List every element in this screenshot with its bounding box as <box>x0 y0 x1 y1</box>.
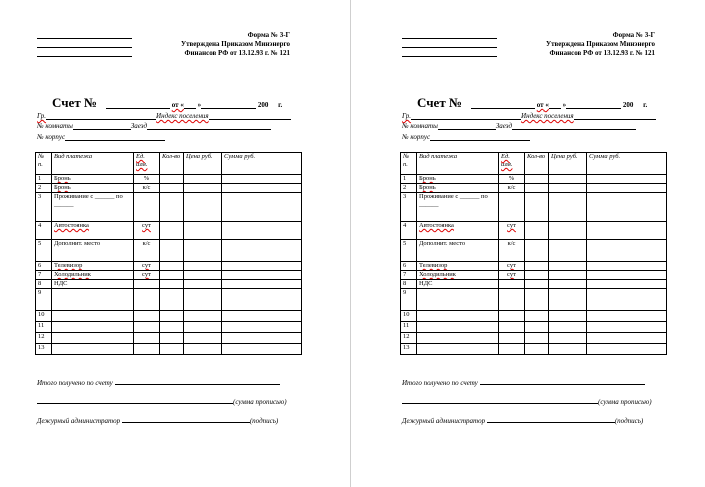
row-price[interactable] <box>549 240 587 262</box>
row-quantity[interactable] <box>525 271 549 280</box>
row-number: 12 <box>401 333 417 344</box>
table-row <box>36 240 302 262</box>
row-sum[interactable] <box>587 344 667 355</box>
sum-in-words-line[interactable]: (сумма прописью) <box>402 397 652 406</box>
row-price[interactable] <box>184 262 222 271</box>
table-row <box>36 184 302 193</box>
row-payment-type <box>52 289 134 311</box>
row-price[interactable] <box>184 333 222 344</box>
table-row <box>36 262 302 271</box>
total-received-line[interactable]: Итого получено по счету <box>37 378 280 387</box>
row-number: 3 <box>36 193 52 222</box>
row-unit <box>499 322 525 333</box>
payment-table <box>35 152 302 355</box>
form-number: Форма № 3-Г <box>612 31 655 39</box>
room-line[interactable]: № комнаты Заезд <box>37 121 271 130</box>
row-payment-type: Бронь <box>417 175 499 184</box>
row-quantity[interactable] <box>525 289 549 311</box>
row-sum[interactable] <box>222 289 302 311</box>
row-number: 12 <box>36 333 52 344</box>
row-payment-type: Бронь <box>417 184 499 193</box>
row-payment-type <box>52 311 134 322</box>
row-number: 9 <box>401 289 417 311</box>
corpus-line[interactable]: № корпус <box>402 132 530 141</box>
row-price[interactable] <box>549 322 587 333</box>
table-row <box>401 175 667 184</box>
row-payment-type <box>52 322 134 333</box>
row-payment-type: Холодильник <box>52 271 134 280</box>
row-payment-type: Дополнит. место <box>52 240 134 262</box>
row-unit: сут <box>499 222 525 240</box>
row-payment-type: НДС <box>417 280 499 289</box>
row-payment-type <box>417 322 499 333</box>
row-unit <box>499 193 525 222</box>
stamp-line-1 <box>402 38 497 39</box>
row-payment-type: НДС <box>52 280 134 289</box>
row-payment-type: Телевизор <box>417 262 499 271</box>
row-unit: сут <box>499 271 525 280</box>
header-price: Цена руб. <box>549 153 587 175</box>
row-sum[interactable] <box>587 184 667 193</box>
table-row <box>36 322 302 333</box>
row-price[interactable] <box>184 311 222 322</box>
row-sum[interactable] <box>587 311 667 322</box>
row-payment-type <box>417 311 499 322</box>
row-number: 3 <box>401 193 417 222</box>
row-number: 2 <box>36 184 52 193</box>
row-unit: к/с <box>134 240 160 262</box>
finance-order: Финансов РФ от 13.12.93 г. № 121 <box>549 49 655 57</box>
stamp-line-3 <box>402 56 497 57</box>
form-number: Форма № 3-Г <box>247 31 290 39</box>
row-unit <box>499 289 525 311</box>
table-row <box>401 344 667 355</box>
row-payment-type: Дополнит. место <box>417 240 499 262</box>
row-quantity[interactable] <box>525 184 549 193</box>
row-sum[interactable] <box>222 184 302 193</box>
row-payment-type: Холодильник <box>417 271 499 280</box>
table-row <box>36 193 302 222</box>
row-unit: к/с <box>134 184 160 193</box>
row-quantity[interactable] <box>525 240 549 262</box>
row-sum[interactable] <box>587 289 667 311</box>
table-row <box>401 322 667 333</box>
guest-line[interactable]: Гр. Индекс поселения <box>402 111 656 120</box>
row-price[interactable] <box>184 271 222 280</box>
row-number: 13 <box>36 344 52 355</box>
table-row <box>36 289 302 311</box>
row-quantity[interactable] <box>160 289 184 311</box>
row-price[interactable] <box>549 175 587 184</box>
table-row <box>36 222 302 240</box>
header-quantity: Кол-во <box>160 153 184 175</box>
row-price[interactable] <box>549 193 587 222</box>
row-sum[interactable] <box>587 280 667 289</box>
row-quantity[interactable] <box>160 222 184 240</box>
row-payment-type: Бронь <box>52 184 134 193</box>
row-payment-type <box>52 344 134 355</box>
invoice-form-left <box>0 0 340 487</box>
row-sum[interactable] <box>222 311 302 322</box>
row-sum[interactable] <box>222 271 302 280</box>
table-row <box>401 193 667 222</box>
row-unit <box>134 289 160 311</box>
row-unit <box>134 193 160 222</box>
header-sum: Сумма руб. <box>222 153 302 175</box>
header-number: № п. <box>36 153 52 175</box>
row-sum[interactable] <box>222 193 302 222</box>
row-quantity[interactable] <box>160 311 184 322</box>
row-unit: сут <box>134 271 160 280</box>
row-unit <box>499 311 525 322</box>
table-row <box>36 311 302 322</box>
table-row <box>401 311 667 322</box>
page-divider <box>350 0 351 487</box>
row-quantity[interactable] <box>525 344 549 355</box>
row-price[interactable] <box>549 280 587 289</box>
row-price[interactable] <box>549 289 587 311</box>
row-quantity[interactable] <box>160 240 184 262</box>
row-quantity[interactable] <box>525 280 549 289</box>
header-sum: Сумма руб. <box>587 153 667 175</box>
row-quantity[interactable] <box>160 280 184 289</box>
row-price[interactable] <box>184 222 222 240</box>
row-sum[interactable] <box>222 344 302 355</box>
row-unit <box>499 344 525 355</box>
row-payment-type: Автостоянка <box>52 222 134 240</box>
row-number: 10 <box>401 311 417 322</box>
row-number: 1 <box>401 175 417 184</box>
row-number: 4 <box>401 222 417 240</box>
row-quantity[interactable] <box>525 311 549 322</box>
row-number: 4 <box>36 222 52 240</box>
header-payment-type: Вид платежа <box>417 153 499 175</box>
row-unit <box>134 344 160 355</box>
row-sum[interactable] <box>222 333 302 344</box>
stamp-line-2 <box>402 47 497 48</box>
header-price: Цена руб. <box>184 153 222 175</box>
row-sum[interactable] <box>587 322 667 333</box>
table-row <box>401 222 667 240</box>
row-sum[interactable] <box>587 271 667 280</box>
table-row <box>401 280 667 289</box>
row-unit <box>134 333 160 344</box>
row-quantity[interactable] <box>160 344 184 355</box>
admin-signature-line[interactable]: Дежурный администратор (подпись) <box>402 417 644 425</box>
table-row <box>401 333 667 344</box>
table-row <box>36 333 302 344</box>
table-row <box>401 262 667 271</box>
approved-by: Утверждена Приказом Минэнерго <box>545 40 655 48</box>
row-unit <box>134 280 160 289</box>
row-sum[interactable] <box>587 175 667 184</box>
row-price[interactable] <box>184 240 222 262</box>
row-price[interactable] <box>549 311 587 322</box>
table-row <box>36 280 302 289</box>
stamp-line-3 <box>37 56 132 57</box>
row-number: 11 <box>401 322 417 333</box>
row-number: 7 <box>36 271 52 280</box>
row-unit: к/с <box>499 184 525 193</box>
row-number: 8 <box>36 280 52 289</box>
row-price[interactable] <box>549 344 587 355</box>
payment-table <box>400 152 667 355</box>
header-quantity: Кол-во <box>525 153 549 175</box>
row-unit <box>499 333 525 344</box>
table-row <box>36 175 302 184</box>
header-payment-type: Вид платежа <box>52 153 134 175</box>
row-payment-type <box>52 333 134 344</box>
row-sum[interactable] <box>222 262 302 271</box>
row-sum[interactable] <box>587 222 667 240</box>
row-sum[interactable] <box>222 175 302 184</box>
row-quantity[interactable] <box>160 262 184 271</box>
row-price[interactable] <box>184 322 222 333</box>
row-payment-type <box>417 333 499 344</box>
invoice-title: Счет № <box>417 95 463 110</box>
row-price[interactable] <box>184 184 222 193</box>
row-unit: сут <box>134 222 160 240</box>
table-row <box>401 271 667 280</box>
row-payment-type: Бронь <box>52 175 134 184</box>
invoice-title: Счет № <box>52 95 98 110</box>
invoice-form-right <box>365 0 705 487</box>
row-number: 9 <box>36 289 52 311</box>
row-quantity[interactable] <box>160 333 184 344</box>
row-unit: к/с <box>499 240 525 262</box>
row-number: 10 <box>36 311 52 322</box>
row-price[interactable] <box>549 222 587 240</box>
row-quantity[interactable] <box>525 193 549 222</box>
row-price[interactable] <box>549 184 587 193</box>
row-number: 8 <box>401 280 417 289</box>
row-quantity[interactable] <box>160 184 184 193</box>
row-price[interactable] <box>549 271 587 280</box>
row-price[interactable] <box>184 175 222 184</box>
header-unit: Ед. изм. <box>134 153 160 175</box>
row-number: 1 <box>36 175 52 184</box>
corpus-line[interactable]: № корпус <box>37 132 165 141</box>
row-unit <box>134 322 160 333</box>
row-sum[interactable] <box>587 262 667 271</box>
row-quantity[interactable] <box>525 322 549 333</box>
row-unit: сут <box>134 262 160 271</box>
row-sum[interactable] <box>222 240 302 262</box>
row-unit: % <box>134 175 160 184</box>
row-unit <box>499 280 525 289</box>
invoice-number-line: от « » 200 г. <box>106 100 282 109</box>
row-payment-type <box>417 344 499 355</box>
row-payment-type: Автостоянка <box>417 222 499 240</box>
row-number: 11 <box>36 322 52 333</box>
row-unit <box>134 311 160 322</box>
row-number: 6 <box>401 262 417 271</box>
table-row <box>36 344 302 355</box>
row-quantity[interactable] <box>160 193 184 222</box>
row-number: 5 <box>36 240 52 262</box>
row-sum[interactable] <box>222 222 302 240</box>
row-payment-type: Проживание с ______ по ______ <box>417 193 499 222</box>
row-number: 5 <box>401 240 417 262</box>
row-number: 2 <box>401 184 417 193</box>
header-unit: Ед. изм. <box>499 153 525 175</box>
finance-order: Финансов РФ от 13.12.93 г. № 121 <box>184 49 290 57</box>
row-unit: сут <box>499 262 525 271</box>
row-unit: % <box>499 175 525 184</box>
row-quantity[interactable] <box>160 322 184 333</box>
row-quantity[interactable] <box>160 271 184 280</box>
table-row <box>401 240 667 262</box>
guest-line[interactable]: Гр. Индекс поселения <box>37 111 291 120</box>
stamp-line-1 <box>37 38 132 39</box>
stamp-line-2 <box>37 47 132 48</box>
table-row <box>401 184 667 193</box>
admin-signature-line[interactable]: Дежурный администратор (подпись) <box>37 417 279 425</box>
row-sum[interactable] <box>222 322 302 333</box>
room-line[interactable]: № комнаты Заезд <box>402 121 636 130</box>
row-price[interactable] <box>549 333 587 344</box>
row-number: 6 <box>36 262 52 271</box>
row-sum[interactable] <box>587 193 667 222</box>
row-number: 7 <box>401 271 417 280</box>
row-sum[interactable] <box>587 240 667 262</box>
row-quantity[interactable] <box>525 333 549 344</box>
row-price[interactable] <box>184 289 222 311</box>
invoice-number-line: от « » 200 г. <box>471 100 647 109</box>
total-received-line[interactable]: Итого получено по счету <box>402 378 645 387</box>
sum-in-words-line[interactable]: (сумма прописью) <box>37 397 287 406</box>
table-row <box>401 289 667 311</box>
row-quantity[interactable] <box>160 175 184 184</box>
approved-by: Утверждена Приказом Минэнерго <box>180 40 290 48</box>
row-sum[interactable] <box>222 280 302 289</box>
row-quantity[interactable] <box>525 175 549 184</box>
row-payment-type: Телевизор <box>52 262 134 271</box>
row-price[interactable] <box>184 344 222 355</box>
row-payment-type: Проживание с ______ по ______ <box>52 193 134 222</box>
row-sum[interactable] <box>587 333 667 344</box>
row-price[interactable] <box>549 262 587 271</box>
table-row <box>36 271 302 280</box>
row-quantity[interactable] <box>525 222 549 240</box>
row-price[interactable] <box>184 193 222 222</box>
row-price[interactable] <box>184 280 222 289</box>
row-quantity[interactable] <box>525 262 549 271</box>
row-payment-type <box>417 289 499 311</box>
row-number: 13 <box>401 344 417 355</box>
header-number: № п. <box>401 153 417 175</box>
